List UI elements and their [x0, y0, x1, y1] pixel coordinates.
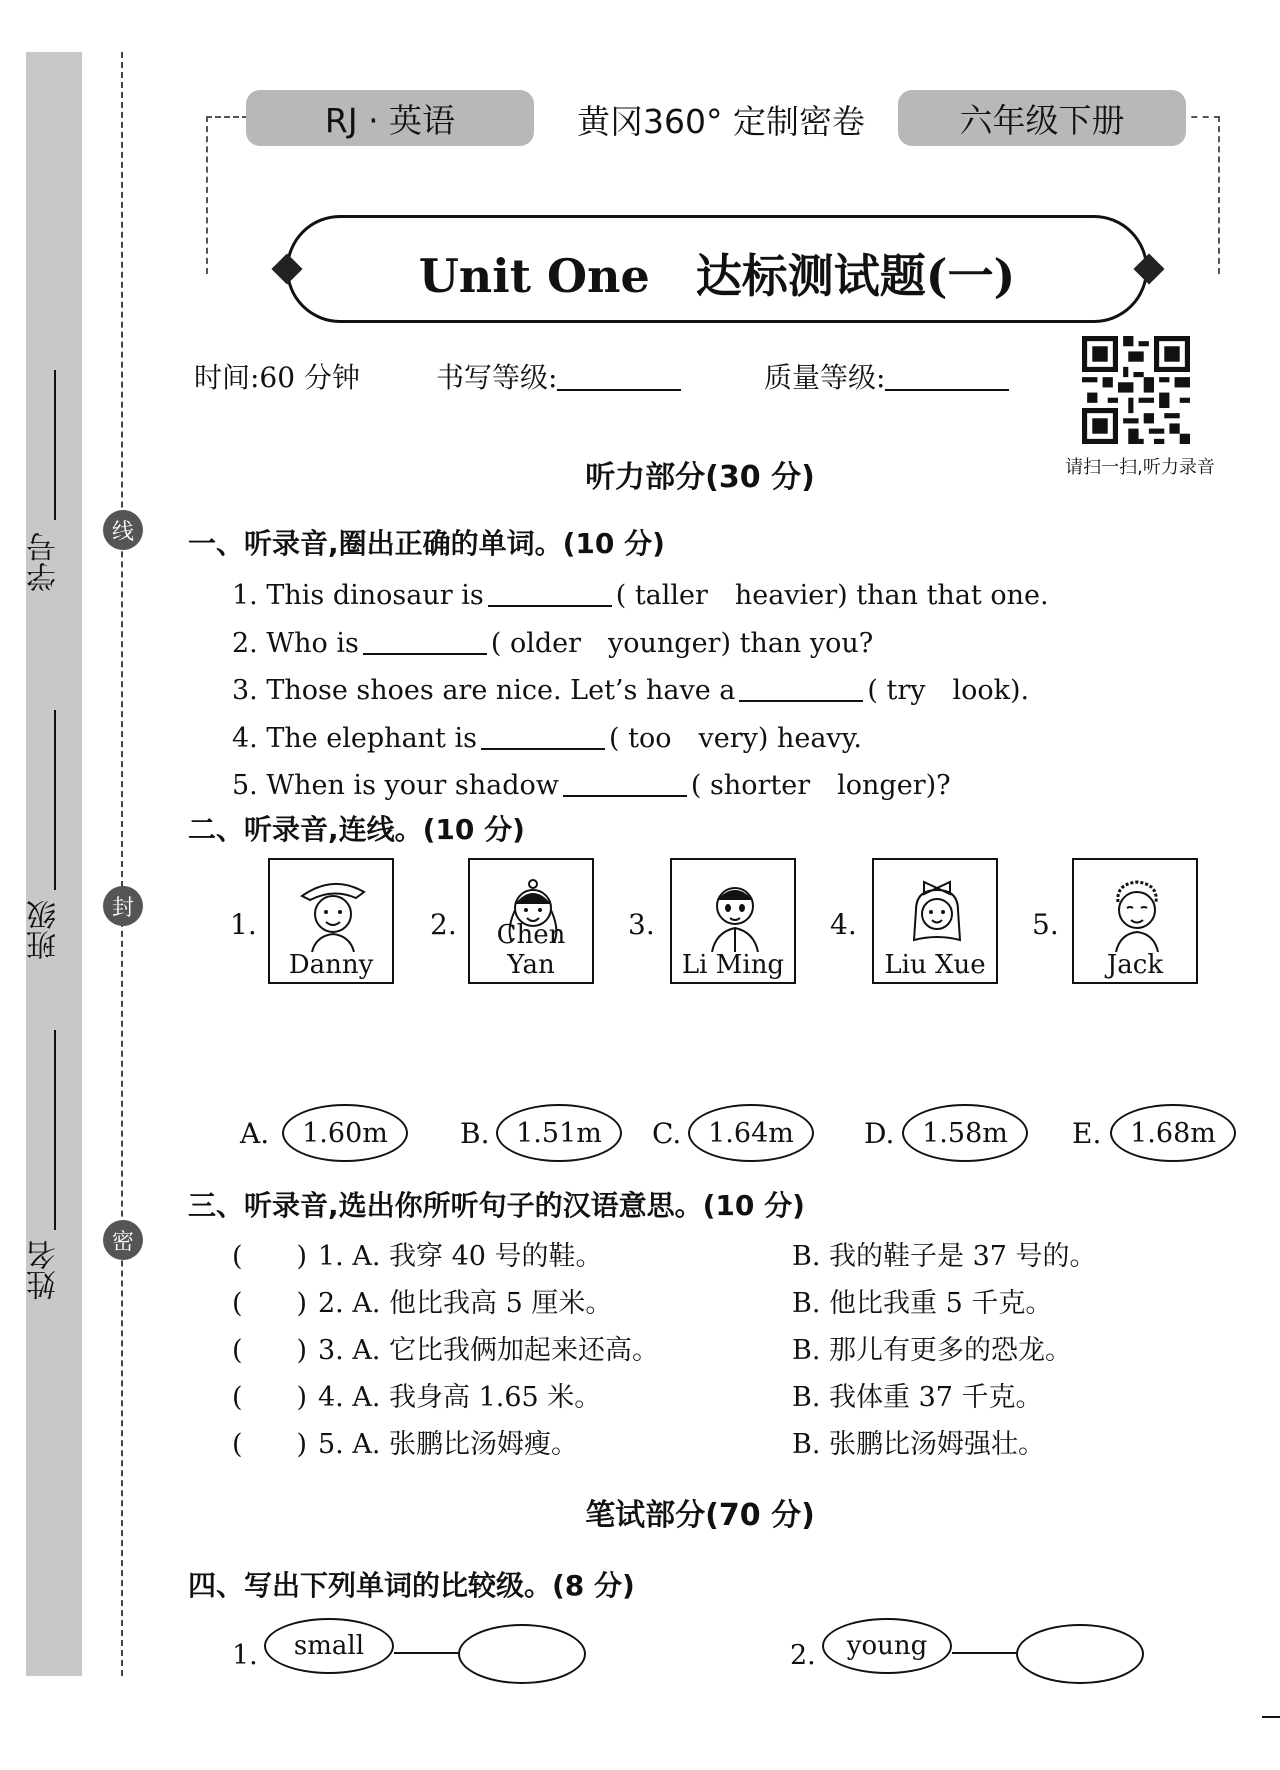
q4-connector — [952, 1652, 1016, 1654]
person-name: Jack — [1106, 950, 1164, 980]
writing-grade-blank[interactable] — [557, 363, 681, 391]
writing-grade-label: 书写等级: — [436, 361, 558, 394]
q4-word: small — [264, 1618, 394, 1674]
q3-option-b: B. 我的鞋子是 37 号的。 — [792, 1241, 1097, 1272]
written-part-title: 笔试部分(70 分) — [585, 1498, 815, 1533]
height-option[interactable]: 1.60m — [282, 1104, 408, 1162]
height-label: A. — [240, 1117, 270, 1150]
listening-part-title: 听力部分(30 分) — [585, 460, 815, 495]
boy-in-suit-icon — [698, 870, 772, 952]
q1-title: 一、听录音,圈出正确的单词。(10 分) — [188, 527, 665, 560]
quality-grade-label: 质量等级: — [764, 361, 886, 394]
q4-number: 1. — [232, 1640, 258, 1671]
q1-item — [232, 668, 1029, 707]
person-card-li-ming[interactable] — [670, 858, 796, 984]
class-label: 班级 — [27, 900, 62, 960]
q3-option-a: 1. A. 我穿 40 号的鞋。 — [318, 1241, 603, 1272]
q3-option-a: 4. A. 我身高 1.65 米。 — [318, 1382, 602, 1413]
q3-option-b: B. 张鹏比汤姆强壮。 — [792, 1429, 1046, 1460]
q4-title: 四、写出下列单词的比较级。(8 分) — [188, 1569, 635, 1602]
q4-connector — [394, 1652, 458, 1654]
quality-grade — [764, 356, 1009, 396]
answer-blank[interactable] — [563, 773, 687, 797]
q3-option-a: 2. A. 他比我高 5 厘米。 — [318, 1288, 613, 1319]
height-option[interactable]: 1.64m — [688, 1104, 814, 1162]
q1-item-options[interactable]: ( too very) heavy. — [608, 723, 862, 754]
person-card-danny[interactable] — [268, 858, 394, 984]
q1-item-text: 2. Who is — [232, 628, 359, 659]
q3-option-a: 5. A. 张鹏比汤姆瘦。 — [318, 1429, 579, 1460]
q2-title: 二、听录音,连线。(10 分) — [188, 813, 525, 846]
answer-blank[interactable] — [363, 631, 487, 655]
q1-item-options[interactable]: ( try look). — [867, 675, 1030, 706]
boy-curly-hair-icon — [1100, 870, 1174, 952]
name-line — [54, 1030, 56, 1230]
q4-word: young — [822, 1618, 952, 1674]
q3-option-b: B. 那儿有更多的恐龙。 — [792, 1335, 1073, 1366]
seal-line-mark: 线 — [103, 510, 143, 550]
person-name: Chen Yan — [496, 920, 566, 980]
q3-option-b: B. 我体重 37 千克。 — [792, 1382, 1043, 1413]
answer-bracket[interactable]: ( ) — [232, 1288, 308, 1319]
qr-code-icon[interactable] — [1082, 336, 1190, 444]
answer-blank[interactable] — [488, 583, 612, 607]
writing-grade — [436, 356, 681, 396]
q4-answer-oval[interactable] — [1016, 1624, 1144, 1684]
q1-item-options[interactable]: ( taller heavier) than that one. — [615, 580, 1049, 611]
person-number: 2. — [430, 908, 457, 941]
subject-pill: RJ · 英语 — [246, 90, 534, 146]
seal-dashed-line — [121, 52, 123, 1676]
q1-item — [232, 573, 1049, 612]
person-number: 5. — [1032, 908, 1059, 941]
q1-item-options[interactable]: ( shorter longer)? — [690, 770, 951, 801]
name-label: 姓名 — [27, 1240, 62, 1300]
answer-bracket[interactable]: ( ) — [232, 1241, 308, 1272]
person-name: Danny — [288, 950, 374, 980]
person-number: 4. — [830, 908, 857, 941]
q1-item-options[interactable]: ( older younger) than you? — [490, 628, 874, 659]
seal-secret-mark: 密 — [103, 1220, 143, 1260]
quality-grade-blank[interactable] — [885, 363, 1009, 391]
grade-pill: 六年级下册 — [898, 90, 1186, 146]
page-title: Unit One 达标测试题(一) — [418, 249, 1016, 303]
header-dash-left — [206, 116, 248, 274]
series-title: 黄冈360° 定制密卷 — [577, 102, 865, 141]
q3-title: 三、听录音,选出你所听句子的汉语意思。(10 分) — [188, 1189, 805, 1222]
qr-caption: 请扫一扫,听力录音 — [1065, 457, 1215, 478]
q4-number: 2. — [790, 1640, 816, 1671]
q1-item — [232, 621, 873, 660]
height-option[interactable]: 1.68m — [1110, 1104, 1236, 1162]
person-name: Liu Xue — [884, 950, 986, 980]
person-card-liu-xue[interactable] — [872, 858, 998, 984]
student-no-label: 学号 — [27, 532, 62, 592]
class-line — [54, 710, 56, 890]
girl-with-bow-icon — [900, 870, 974, 952]
answer-bracket[interactable]: ( ) — [232, 1382, 308, 1413]
height-option[interactable]: 1.58m — [902, 1104, 1028, 1162]
height-option[interactable]: 1.51m — [496, 1104, 622, 1162]
page-edge-mark — [1262, 1716, 1280, 1718]
time-label: 时间:60 分钟 — [194, 361, 360, 394]
person-number: 3. — [628, 908, 655, 941]
q1-item-text: 5. When is your shadow — [232, 770, 559, 801]
q4-answer-oval[interactable] — [458, 1624, 586, 1684]
q1-item — [232, 763, 951, 802]
q3-option-b: B. 他比我重 5 千克。 — [792, 1288, 1053, 1319]
person-card-jack[interactable] — [1072, 858, 1198, 984]
answer-blank[interactable] — [739, 678, 863, 702]
header-dash-right — [1180, 116, 1220, 274]
answer-blank[interactable] — [481, 726, 605, 750]
person-name: Li Ming — [681, 950, 785, 980]
answer-bracket[interactable]: ( ) — [232, 1335, 308, 1366]
q3-option-a: 3. A. 它比我俩加起来还高。 — [318, 1335, 660, 1366]
q1-item-text: 1. This dinosaur is — [232, 580, 484, 611]
q1-item-text: 4. The elephant is — [232, 723, 477, 754]
student-no-line — [54, 370, 56, 520]
height-label: E. — [1072, 1117, 1102, 1150]
person-card-chen-yan[interactable] — [468, 858, 594, 984]
person-number: 1. — [230, 908, 257, 941]
height-label: B. — [460, 1117, 490, 1150]
q1-item — [232, 716, 862, 755]
q1-item-text: 3. Those shoes are nice. Let’s have a — [232, 675, 736, 706]
height-label: C. — [652, 1117, 682, 1150]
answer-bracket[interactable]: ( ) — [232, 1429, 308, 1460]
height-label: D. — [864, 1117, 895, 1150]
boy-with-hat-icon — [296, 870, 370, 952]
seal-seal-mark: 封 — [103, 886, 143, 926]
